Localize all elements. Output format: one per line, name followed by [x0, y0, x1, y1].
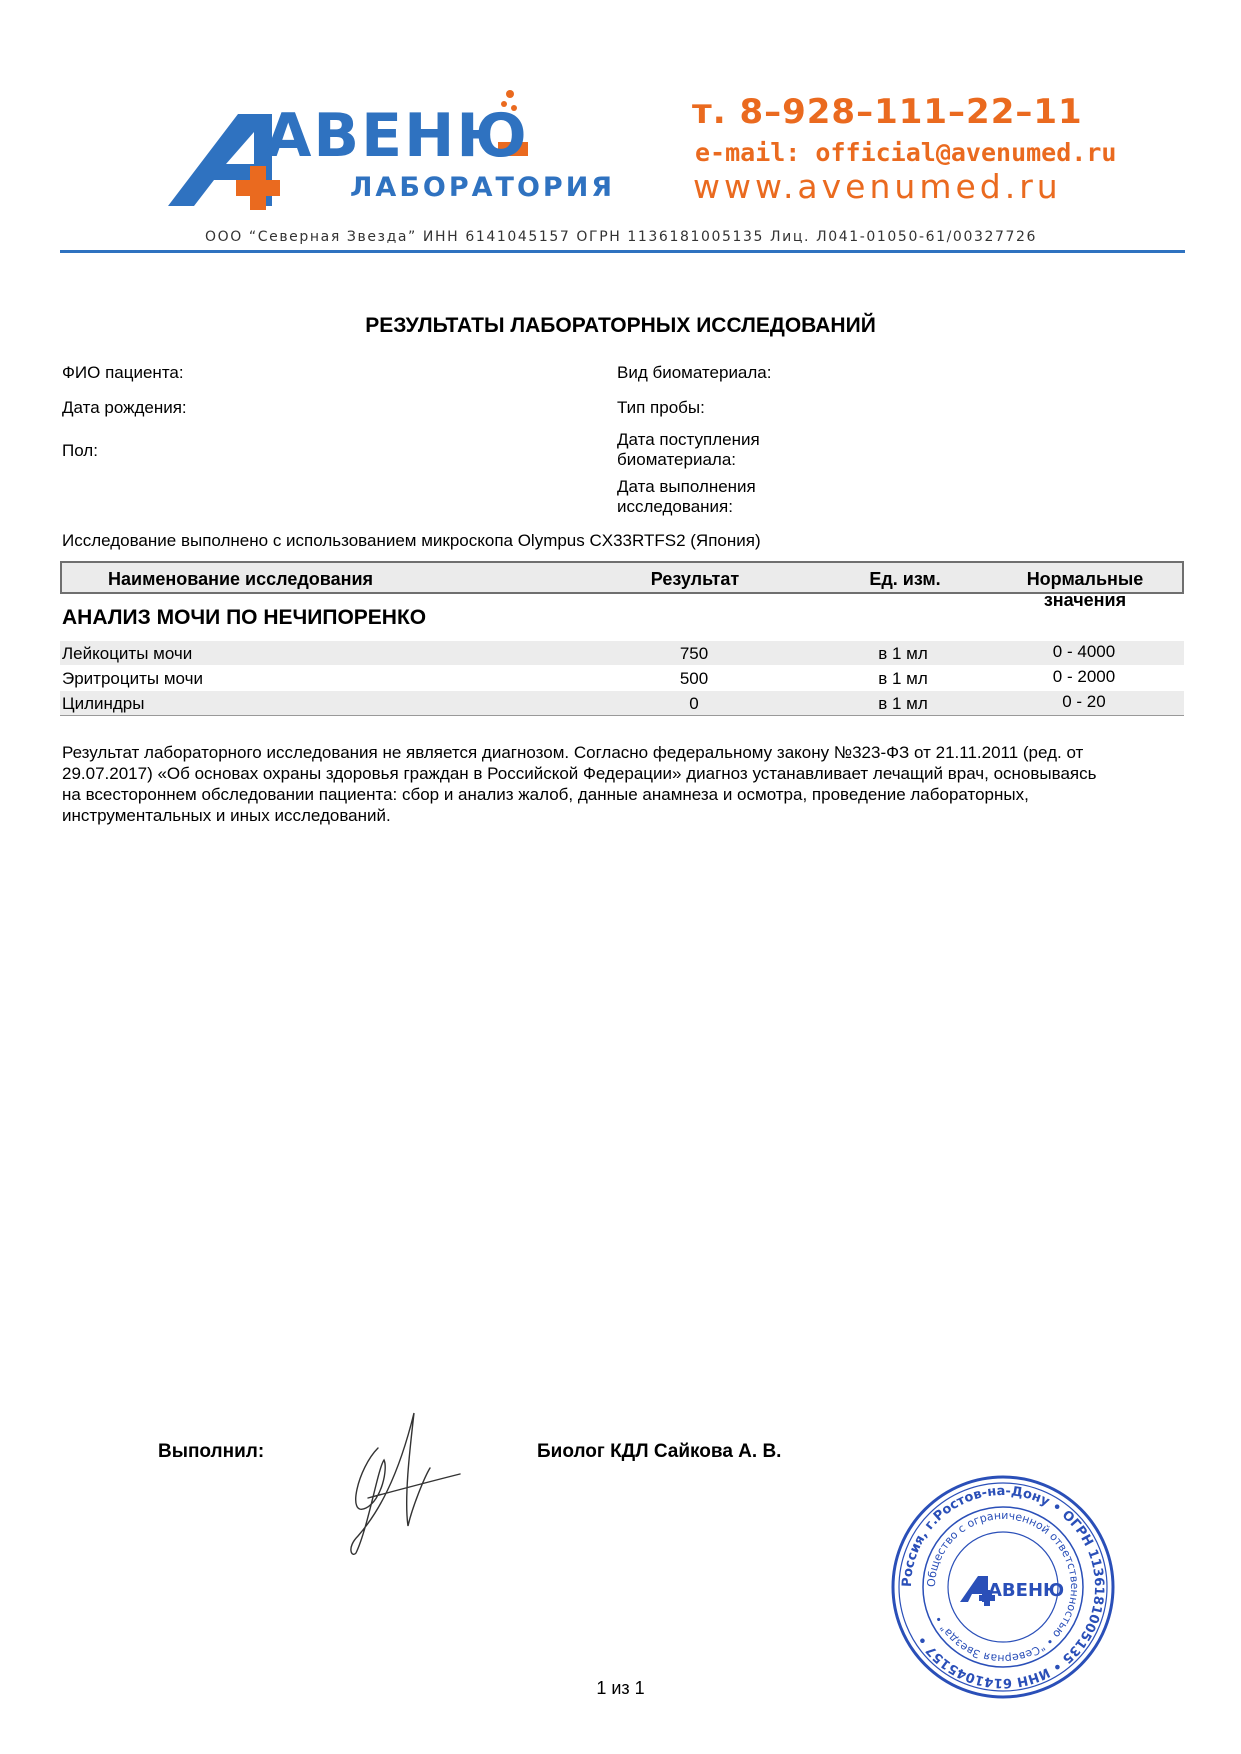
header-unit: Ед. изм.	[869, 569, 941, 589]
table-row	[60, 691, 1184, 715]
logo-text: АВЕНЮ	[265, 101, 529, 171]
results-table-header	[60, 561, 1184, 610]
page-number: 1 из 1	[596, 1678, 645, 1698]
row-norm: 0 - 20	[1062, 692, 1106, 711]
row-unit: в 1 мл	[878, 669, 928, 688]
header-norm: Нормальные значения	[1026, 569, 1144, 610]
row-result: 0	[689, 694, 699, 713]
org-details: ООО “Северная Звезда” ИНН 6141045157 ОГРН 1136181005135 Лиц. Л041-01050-61/00327726	[204, 229, 1037, 245]
equipment-note: Исследование выполнено с использованием микроскопа Olympus CX33RTFS2 (Япония)	[62, 531, 761, 550]
section-title: АНАЛИЗ МОЧИ ПО НЕЧИПОРЕНКО	[62, 606, 427, 629]
stamp-center-text: АВЕНЮ	[988, 1580, 1065, 1601]
stamp-inner-text: Общество с ограниченной ответственностью • "Северная Звезда" •	[924, 1508, 1082, 1666]
row-norm: 0 - 2000	[1052, 667, 1116, 686]
disclaimer-line: инструментальных и иных исследований.	[62, 806, 391, 825]
row-norm: 0 - 4000	[1052, 642, 1116, 661]
contact-phone: т. 8–928–111–22–11	[692, 92, 1083, 132]
biomaterial-label: Вид биоматериала:	[617, 363, 772, 382]
row-name: Цилиндры	[62, 694, 145, 713]
sample-type-label: Тип пробы:	[617, 398, 705, 417]
performed-date-label-line2: исследования:	[617, 497, 733, 516]
table-row	[60, 641, 1184, 665]
disclaimer	[62, 742, 1184, 826]
header-result: Результат	[650, 569, 740, 589]
header-name: Наименование исследования	[108, 569, 374, 589]
table-bottom-rule	[60, 715, 1184, 716]
received-date-label	[617, 430, 760, 470]
company-stamp	[888, 1472, 1118, 1702]
stamp-outer-text: Россия, г.Ростов-на-Дону • ОГРН 1136181005135 • ИНН 6141045157 •	[899, 1483, 1107, 1691]
row-name: Лейкоциты мочи	[62, 644, 193, 663]
performer-name: Биолог КДЛ Сайкова А. В.	[537, 1441, 782, 1462]
contact-email: e-mail: official@avenumed.ru	[695, 138, 1117, 167]
row-name: Эритроциты мочи	[62, 669, 203, 688]
disclaimer-line: 29.07.2017) «Об основах охраны здоровья граждан в Российской Федерации» диагноз устанавливает лечащий врач, основываясь	[62, 764, 1097, 783]
contact-website: www.avenumed.ru	[693, 167, 1062, 206]
patient-name-label: ФИО пациента:	[62, 363, 184, 382]
disclaimer-line: на всестороннем обследовании пациента: сбор и анализ жалоб, данные анамнеза и осмотра, проведение лабораторных,	[62, 785, 1029, 804]
table-row	[60, 666, 1184, 690]
document-title: РЕЗУЛЬТАТЫ ЛАБОРАТОРНЫХ ИССЛЕДОВАНИЙ	[365, 314, 876, 337]
row-unit: в 1 мл	[878, 694, 928, 713]
received-date-label-line2: биоматериала:	[617, 450, 737, 469]
disclaimer-line: Результат лабораторного исследования не является диагнозом. Согласно федеральному закону №323-ФЗ от 21.11.2011 (ред. от	[62, 743, 1084, 762]
header-divider	[60, 250, 1185, 253]
logo-subtitle: ЛАБОРАТОРИЯ	[350, 172, 616, 203]
avenu-logo	[168, 88, 668, 213]
row-unit: в 1 мл	[878, 644, 928, 663]
performed-date-label	[617, 477, 756, 517]
row-result: 750	[679, 644, 709, 663]
row-result: 500	[679, 669, 709, 688]
received-date-label-line1: Дата поступления	[617, 430, 760, 449]
performed-date-label-line1: Дата выполнения	[617, 477, 756, 496]
patient-sex-label: Пол:	[62, 441, 98, 460]
signature	[338, 1408, 478, 1558]
performed-by-label: Выполнил:	[158, 1441, 265, 1462]
patient-dob-label: Дата рождения:	[62, 398, 187, 417]
